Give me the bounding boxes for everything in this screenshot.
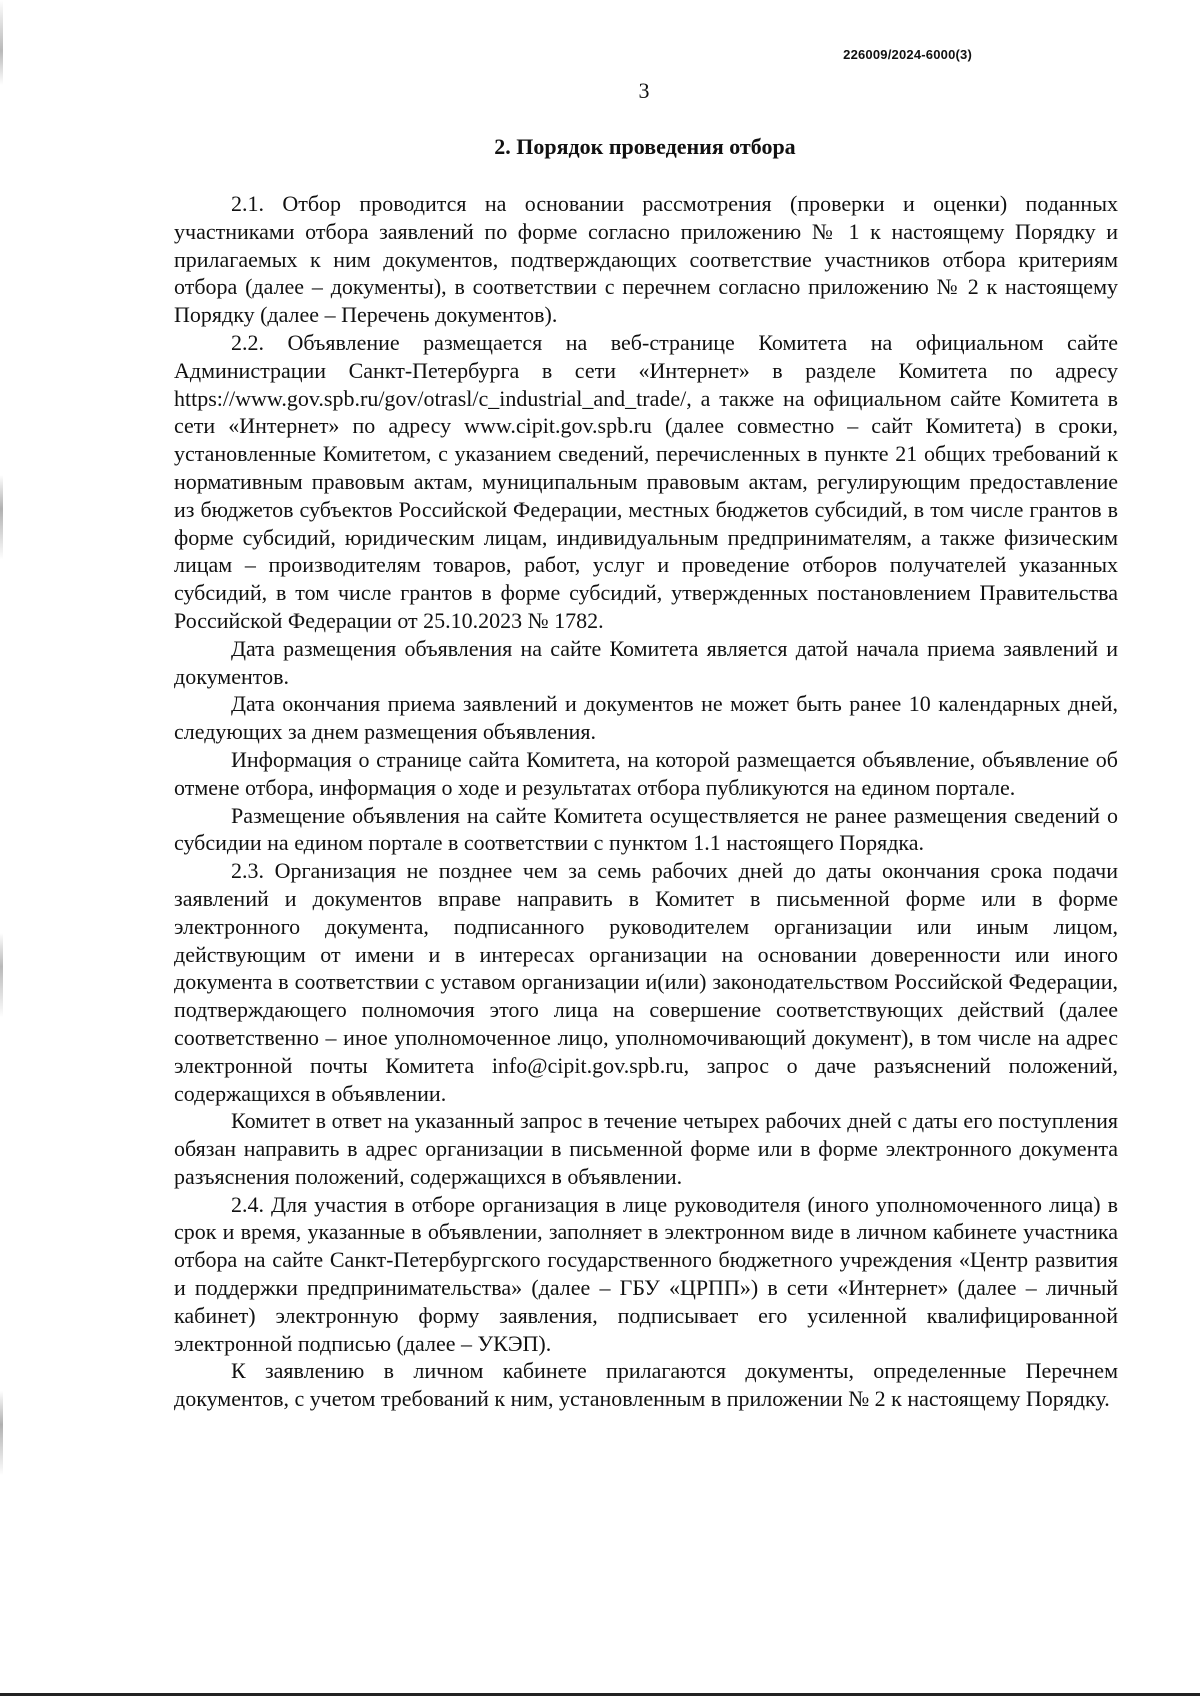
paragraph-portal-info: Информация о странице сайта Комитета, на которой размещается объявление, объявление об отмене отбора, информация о ходе и результатах отбора публикуются на едином портале. xyxy=(174,746,1118,800)
page-number: 3 xyxy=(638,78,650,103)
section-title: 2. Порядок проведения отбора xyxy=(494,134,796,159)
paragraph-committee-response: Комитет в ответ на указанный запрос в течение четырех рабочих дней с даты его поступления обязан направить в адрес организации в письменной форме или в форме электронного документа разъяснения положений, содержащихся в объявлении. xyxy=(174,1108,1118,1189)
paragraph-2-1: 2.1. Отбор проводится на основании рассмотрения (проверки и оценки) поданных участниками отбора заявлений по форме согласно приложению № 1 к настоящему Порядку и прилагаемых к ним документов, подтверждающих соответствие участников отбора критериям отбора (далее – документы), в соответствии с перечнем согласно приложению № 2 к настоящему Порядку (далее – Перечень документов). xyxy=(174,191,1118,328)
paragraph-2-2: 2.2. Объявление размещается на веб-странице Комитета на официальном сайте Администрации Санкт-Петербурга в сети «Интернет» в разделе Комитета по адресу https://www.gov.spb.ru/gov/otrasl/c_industrial_and_trade/, а также на официальном сайте Комитета в сети «Интернет» по адресу www.cipit.gov.spb.ru (далее совместно – сайт Комитета) в сроки, установленные Комитетом, с указанием сведений, перечисленных в пункте 21 общих требований к нормативным правовым актам, муниципальным правовым актам, регулирующим предоставление из бюджетов субъектов Российской Федерации, местных бюджетов субсидий, в том числе грантов в форме субсидий, юридическим лицам, индивидуальным предпринимателям, а также физическим лицам – производителям товаров, работ, услуг и проведение отборов получателей указанных субсидий, в том числе грантов в форме субсидий, утвержденных постановлением Правительства Российской Федерации от 25.10.2023 № 1782. xyxy=(174,329,1118,633)
scan-edge-left xyxy=(0,0,3,1696)
paragraph-attachments: К заявлению в личном кабинете прилагаются документы, определенные Перечнем документов, с учетом требований к ним, установленным в приложении № 2 к настоящему Порядку. xyxy=(174,1358,1118,1412)
registration-number: 226009/2024-6000(3) xyxy=(843,47,972,62)
paragraph-publication-order: Размещение объявления на сайте Комитета осуществляется не ранее размещения сведений о субсидии на едином портале в соответствии с пунктом 1.1 настоящего Порядка. xyxy=(174,802,1118,856)
paragraph-2-3: 2.3. Организация не позднее чем за семь рабочих дней до даты окончания срока подачи заявлений и документов вправе направить в Комитет в письменной форме или в форме электронного документа, подписанного руководителем организации или иным лицом, действующим от имени и в интересах организации на основании доверенности или иного документа в соответствии с уставом организации и(или) законодательством Российской Федерации, подтверждающего полномочия этого лица на совершение соответствующих действий (далее соответственно – иное уполномоченное лицо, уполномочивающий документ), в том числе на адрес электронной почты Комитета info@cipit.gov.spb.ru, запрос о даче разъяснений положений, содержащихся в объявлении. xyxy=(174,858,1118,1106)
paragraph-start-date: Дата размещения объявления на сайте Комитета является датой начала приема заявлений и документов. xyxy=(174,635,1118,689)
paragraph-end-date: Дата окончания приема заявлений и документов не может быть ранее 10 календарных дней, следующих за днем размещения объявления. xyxy=(174,691,1118,745)
paragraph-2-4: 2.4. Для участия в отборе организация в лице руководителя (иного уполномоченного лица) в срок и время, указанные в объявлении, заполняет в электронном виде в личном кабинете участника отбора на сайте Санкт-Петербургского государственного бюджетного учреждения «Центр развития и поддержки предпринимательства» (далее – ГБУ «ЦРПП») в сети «Интернет» (далее – личный кабинет) электронную форму заявления, подписывает его усиленной квалифицированной электронной подписью (далее – УКЭП). xyxy=(174,1191,1118,1356)
document-body xyxy=(174,190,1118,1413)
